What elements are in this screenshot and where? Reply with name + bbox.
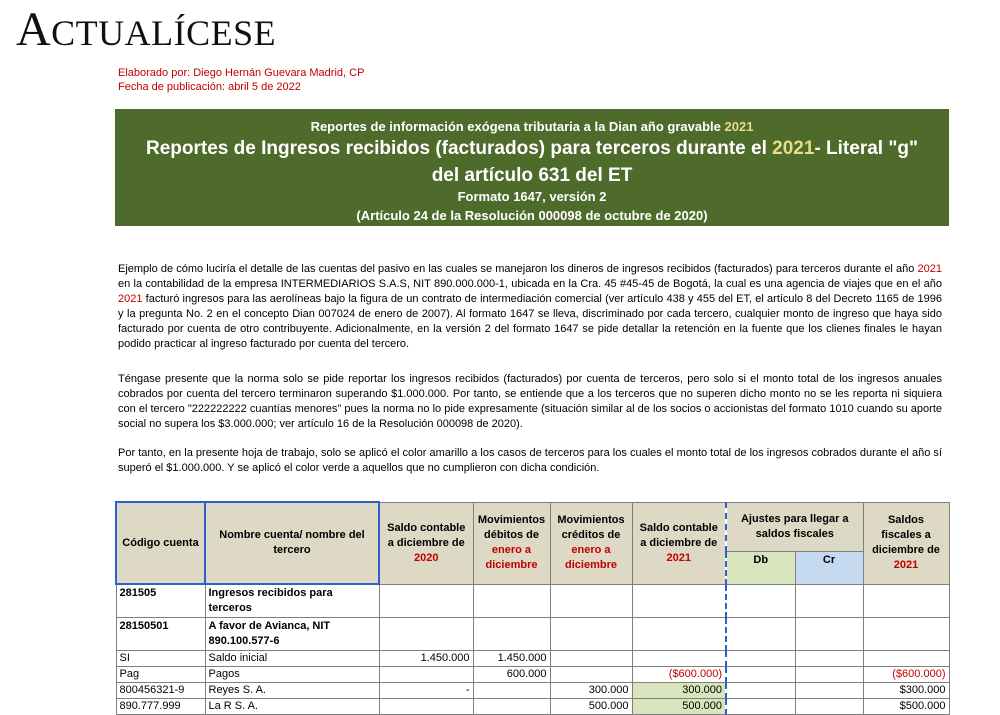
header-saldos-fiscales: Saldos fiscales a diciembre de 2021 (863, 502, 949, 584)
intro-paragraph: Ejemplo de cómo luciría el detalle de las cuentas del pasivo en las cuales se manejaron los dineros de ingresos recibidos (facturados) para terceros durante el año 2021 en la contabilidad de la empresa INTERMEDIARIOS S.A.S, NIT 890.000.000-1, ubicada en la Cra. 45 #45-45 de Bogotá, la cual es una agencia de viajes que en el año 2021 facturó ingresos para las aerolíneas bajo la figura de un contrato de intermediación comercial (ver artículo 438 y 455 del ET, el artículo 8 del Decreto 1165 de 1996 y la pregunta No. 2 en el concepto Dian 007024 de enero de 2007). Al formato 1647 se lleva, discriminado por cada tercero, cualquier monto de ingreso que haya sido facturado por cuenta de otro contribuyente. Adicionalmente, en la versión 2 del formato 1647 se pide detallar la retención en la fuente que los clienes finales le hayan podido practicar al ingreso facturado por cuenta del tercero. (118, 263, 942, 350)
cell-creditos[interactable] (550, 618, 632, 651)
cell-fiscal[interactable]: ($600.000) (863, 667, 949, 683)
header-saldo-2021: Saldo contable a diciembre de 2021 (632, 502, 726, 584)
cell-creditos[interactable] (550, 667, 632, 683)
header-codigo: Código cuenta (116, 502, 205, 584)
header-saldo-2020: Saldo contable a diciembre de 2020 (379, 502, 473, 584)
cell-fiscal[interactable]: $300.000 (863, 683, 949, 699)
table-row (116, 667, 949, 683)
cell-saldo-2021[interactable] (632, 584, 726, 618)
header-creditos: Movimientos créditos de enero a diciembre (550, 502, 632, 584)
cell-db[interactable] (726, 667, 795, 683)
cell-cr[interactable] (795, 667, 863, 683)
banner-subtitle: Reportes de información exógena tributaria a la Dian año gravable 2021 (310, 119, 754, 134)
cell-cr[interactable] (795, 584, 863, 618)
cell-cr[interactable] (795, 699, 863, 715)
title-banner (115, 109, 949, 226)
cell-saldo-2021[interactable]: 500.000 (632, 699, 726, 715)
author-line: Elaborado por: Diego Hernán Guevara Madrid, CP (118, 67, 365, 79)
table-row (116, 651, 949, 667)
cell-debitos[interactable]: 1.450.000 (473, 651, 550, 667)
cell-fiscal[interactable]: $500.000 (863, 699, 949, 715)
cell-codigo[interactable]: Pag (116, 667, 205, 683)
cell-creditos[interactable] (550, 584, 632, 618)
cell-nombre[interactable]: A favor de Avianca, NIT 890.100.577-6 (205, 618, 379, 651)
cell-fiscal[interactable] (863, 584, 949, 618)
cell-debitos[interactable] (473, 699, 550, 715)
cell-nombre[interactable]: La R S. A. (205, 699, 379, 715)
cell-codigo[interactable]: SI (116, 651, 205, 667)
header-cr: Cr (795, 551, 863, 584)
cell-debitos[interactable] (473, 683, 550, 699)
header-db: Db (726, 551, 795, 584)
cell-debitos[interactable] (473, 584, 550, 618)
cell-debitos[interactable] (473, 618, 550, 651)
cell-debitos[interactable]: 600.000 (473, 667, 550, 683)
header-nombre: Nombre cuenta/ nombre del tercero (205, 502, 379, 584)
table-header-row (116, 502, 949, 551)
norm-paragraph: Téngase presente que la norma solo se pide reportar los ingresos recibidos (facturados) por cuenta de terceros, pero solo si el monto total de los ingresos anuales cobrados por cuenta del tercero terminaron superando $1.000.000. Por tanto, se entiende que a los terceros que no superen dicho monto no se les reporta ni siquiera con el tercero "222222222 cuantías menores" pues la norma no lo pide expresamente (situación similar al de los socios o accionistas del formato 1010 cuando su aporte social no supera los $3.000.000; ver artículo 16 de la Resolución 000098 de 2020). (118, 373, 942, 430)
cell-creditos[interactable]: 500.000 (550, 699, 632, 715)
cell-cr[interactable] (795, 651, 863, 667)
cell-db[interactable] (726, 618, 795, 651)
publication-meta (118, 66, 364, 94)
banner-format: Formato 1647, versión 2 (457, 189, 607, 204)
table-row (116, 584, 949, 618)
cell-nombre[interactable]: Ingresos recibidos para terceros (205, 584, 379, 618)
table-row (116, 699, 949, 715)
cell-saldo-2020[interactable] (379, 584, 473, 618)
cell-codigo[interactable]: 890.777.999 (116, 699, 205, 715)
cell-fiscal[interactable] (863, 651, 949, 667)
cell-saldo-2020[interactable] (379, 667, 473, 683)
banner-resolution: (Artículo 24 de la Resolución 000098 de octubre de 2020) (356, 208, 708, 223)
cell-saldo-2020[interactable]: - (379, 683, 473, 699)
cell-db[interactable] (726, 699, 795, 715)
actualicese-logo[interactable]: ACTUALÍCESE (16, 3, 277, 56)
color-paragraph: Por tanto, en la presente hoja de trabajo, solo se aplicó el color amarillo a los casos de terceros para los cuales el monto total de los ingresos cobrados durante el año sí superó el $1.000.000. Y se aplicó el color verde a aquellos que no cumplieron con dicha condición. (118, 447, 942, 474)
cell-creditos[interactable] (550, 651, 632, 667)
table-row (116, 618, 949, 651)
cell-fiscal[interactable] (863, 618, 949, 651)
cell-nombre[interactable]: Saldo inicial (205, 651, 379, 667)
cell-db[interactable] (726, 584, 795, 618)
worksheet-table (115, 501, 950, 715)
cell-codigo[interactable]: 281505 (116, 584, 205, 618)
cell-codigo[interactable]: 800456321-9 (116, 683, 205, 699)
cell-saldo-2021[interactable] (632, 651, 726, 667)
cell-creditos[interactable]: 300.000 (550, 683, 632, 699)
header-debitos: Movimientos débitos de enero a diciembre (473, 502, 550, 584)
cell-saldo-2021[interactable] (632, 618, 726, 651)
cell-saldo-2020[interactable]: 1.450.000 (379, 651, 473, 667)
cell-nombre[interactable]: Pagos (205, 667, 379, 683)
cell-saldo-2021[interactable]: 300.000 (632, 683, 726, 699)
publication-date: Fecha de publicación: abril 5 de 2022 (118, 81, 301, 93)
header-ajustes: Ajustes para llegar a saldos fiscales (726, 502, 863, 551)
cell-nombre[interactable]: Reyes S. A. (205, 683, 379, 699)
cell-cr[interactable] (795, 618, 863, 651)
cell-db[interactable] (726, 651, 795, 667)
cell-saldo-2020[interactable] (379, 699, 473, 715)
cell-cr[interactable] (795, 683, 863, 699)
banner-title: Reportes de Ingresos recibidos (facturados) para terceros durante el 2021- Literal "g" del artículo 631 del ET (146, 138, 918, 186)
cell-codigo[interactable]: 28150501 (116, 618, 205, 651)
cell-db[interactable] (726, 683, 795, 699)
table-row (116, 683, 949, 699)
cell-saldo-2021[interactable]: ($600.000) (632, 667, 726, 683)
cell-saldo-2020[interactable] (379, 618, 473, 651)
